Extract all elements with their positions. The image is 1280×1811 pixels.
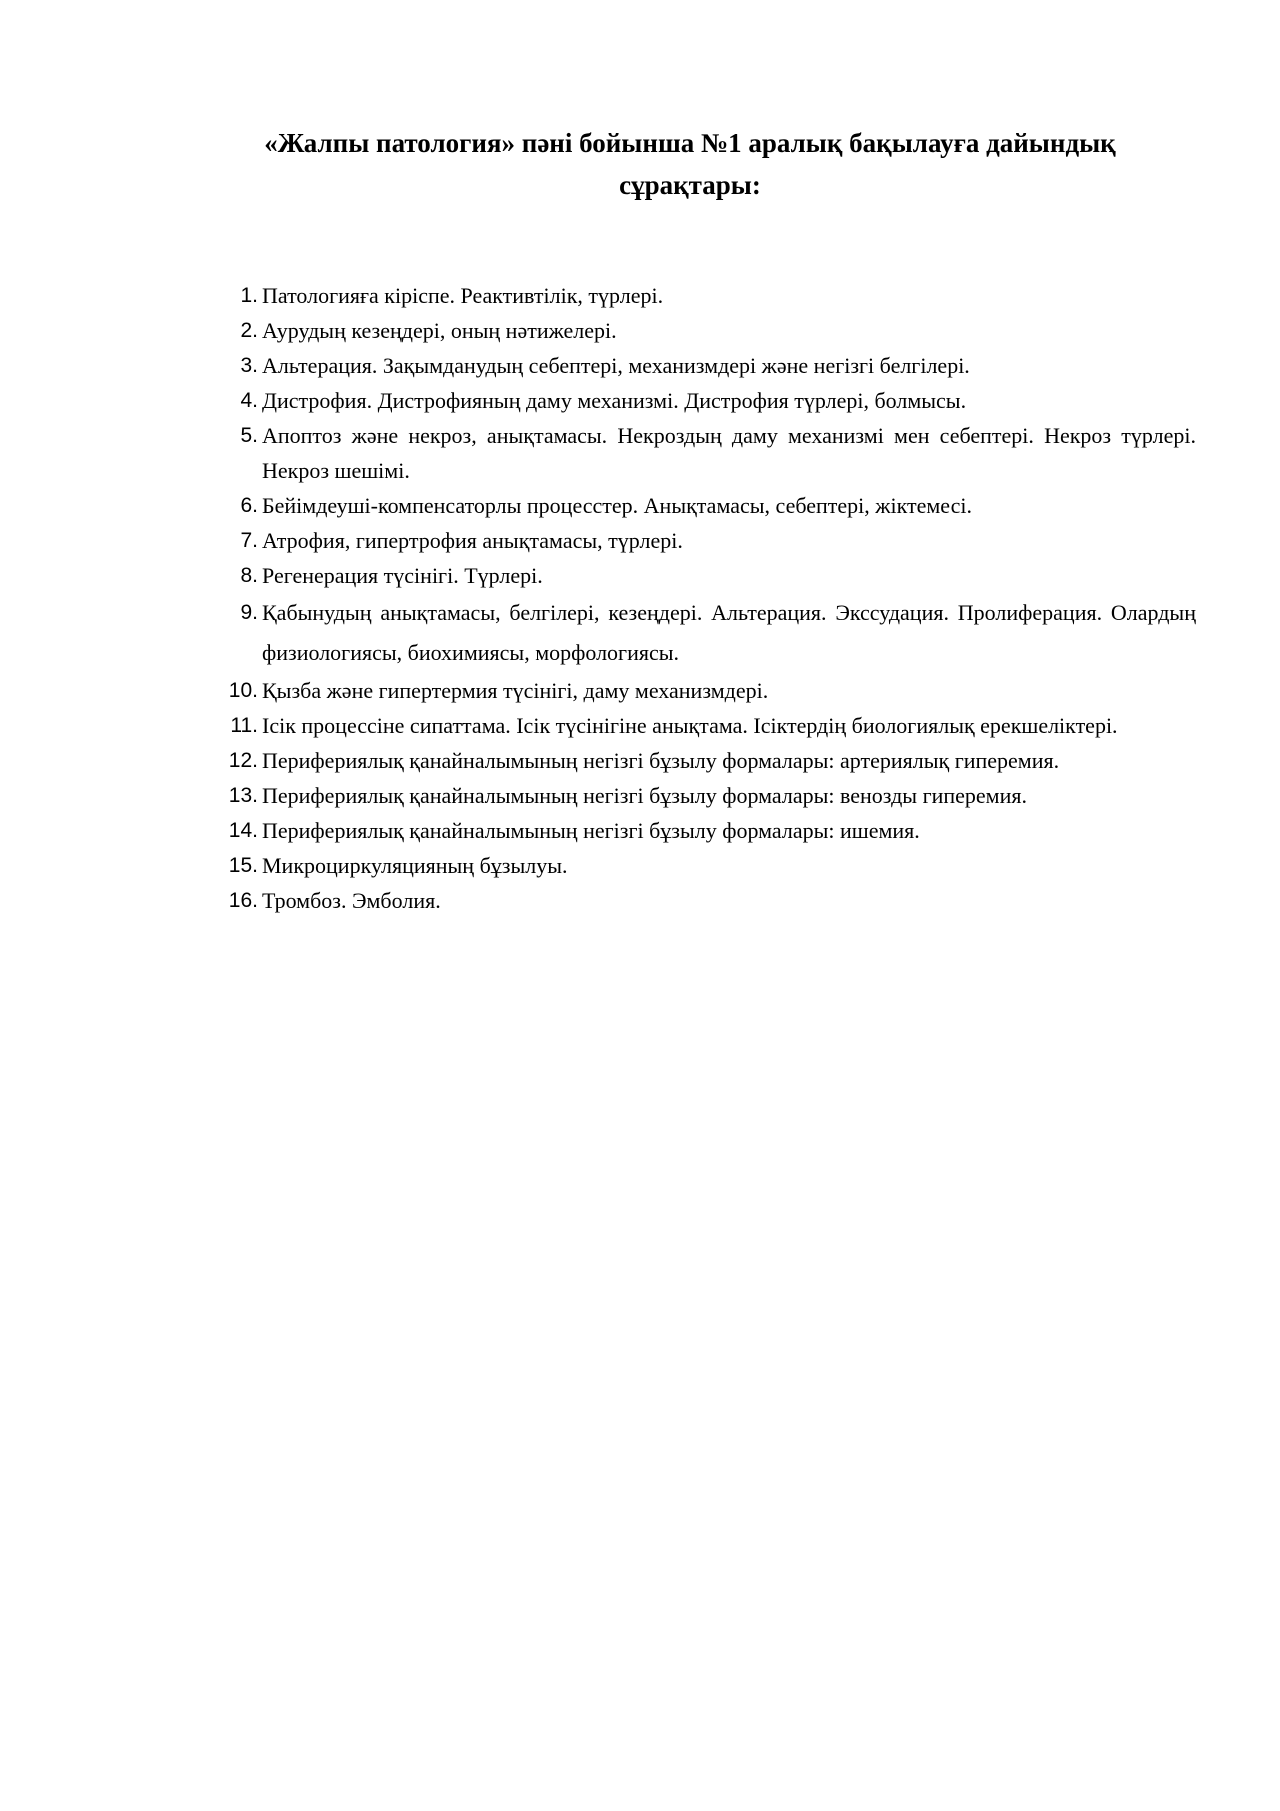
list-item bbox=[216, 313, 1196, 348]
document-title: «Жалпы патология» пәні бойынша №1 аралық бақылауға дайындық сұрақтары: bbox=[264, 128, 1116, 200]
item-text: Атрофия, гипертрофия анықтамасы, түрлері. bbox=[262, 528, 683, 553]
item-number: 10. bbox=[228, 679, 258, 702]
question-list bbox=[216, 278, 1196, 918]
list-item bbox=[216, 708, 1196, 743]
item-text: Ісік процессіне сипаттама. Ісік түсінігіне анықтама. Ісіктердің биологиялық ерекшеліктері. bbox=[262, 713, 1118, 738]
list-item bbox=[216, 673, 1196, 708]
item-text: Перифериялық қанайналымының негізгі бұзылу формалары: венозды гиперемия. bbox=[262, 783, 1027, 808]
item-text: Альтерация. Зақымданудың себептері, механизмдері және негізгі белгілері. bbox=[262, 353, 970, 378]
item-text: Перифериялық қанайналымының негізгі бұзылу формалары: ишемия. bbox=[262, 818, 920, 843]
list-item bbox=[216, 778, 1196, 813]
item-text: Апоптоз және некроз, анықтамасы. Некроздың даму механизмі мен себептері. Некроз түрлері. Некроз шешімі. bbox=[262, 423, 1196, 483]
item-number: 16. bbox=[228, 889, 258, 912]
item-number: 3. bbox=[240, 354, 258, 377]
list-item bbox=[216, 348, 1196, 383]
item-number: 13. bbox=[228, 784, 258, 807]
item-number: 1. bbox=[240, 284, 258, 307]
list-item bbox=[216, 743, 1196, 778]
item-text: Аурудың кезеңдері, оның нәтижелері. bbox=[262, 318, 617, 343]
item-number: 5. bbox=[240, 424, 258, 447]
list-item bbox=[216, 558, 1196, 593]
list-item bbox=[216, 278, 1196, 313]
item-number: 15. bbox=[228, 854, 258, 877]
list-item bbox=[216, 813, 1196, 848]
list-item bbox=[216, 883, 1196, 918]
item-text: Микроциркуляцияның бұзылуы. bbox=[262, 853, 568, 878]
item-text: Қызба және гипертермия түсінігі, даму механизмдері. bbox=[262, 678, 769, 703]
item-text: Патологияға кіріспе. Реактивтілік, түрлері. bbox=[262, 283, 664, 308]
item-number: 8. bbox=[240, 564, 258, 587]
item-number: 2. bbox=[240, 319, 258, 342]
item-number: 11. bbox=[230, 714, 258, 737]
item-text: Перифериялық қанайналымының негізгі бұзылу формалары: артериялық гиперемия. bbox=[262, 748, 1060, 773]
list-item bbox=[216, 848, 1196, 883]
item-text: Регенерация түсінігі. Түрлері. bbox=[262, 563, 543, 588]
list-item bbox=[216, 523, 1196, 558]
item-number: 12. bbox=[228, 749, 258, 772]
list-item bbox=[216, 488, 1196, 523]
item-number: 4. bbox=[240, 389, 258, 412]
list-item bbox=[216, 593, 1196, 673]
item-text: Бейімдеуші-компенсаторлы процесстер. Анықтамасы, себептері, жіктемесі. bbox=[262, 493, 972, 518]
item-number: 6. bbox=[240, 494, 258, 517]
item-text: Қабынудың анықтамасы, белгілері, кезеңдері. Альтерация. Экссудация. Пролиферация. Олардың физиологиясы, биохимиясы, морфологиясы. bbox=[262, 600, 1196, 665]
item-text: Дистрофия. Дистрофияның даму механизмі. Дистрофия түрлері, болмысы. bbox=[262, 388, 967, 413]
item-number: 9. bbox=[240, 601, 258, 624]
item-number: 7. bbox=[240, 529, 258, 552]
item-text: Тромбоз. Эмболия. bbox=[262, 888, 441, 913]
list-item bbox=[216, 383, 1196, 418]
list-item bbox=[216, 418, 1196, 488]
item-number: 14. bbox=[228, 819, 258, 842]
